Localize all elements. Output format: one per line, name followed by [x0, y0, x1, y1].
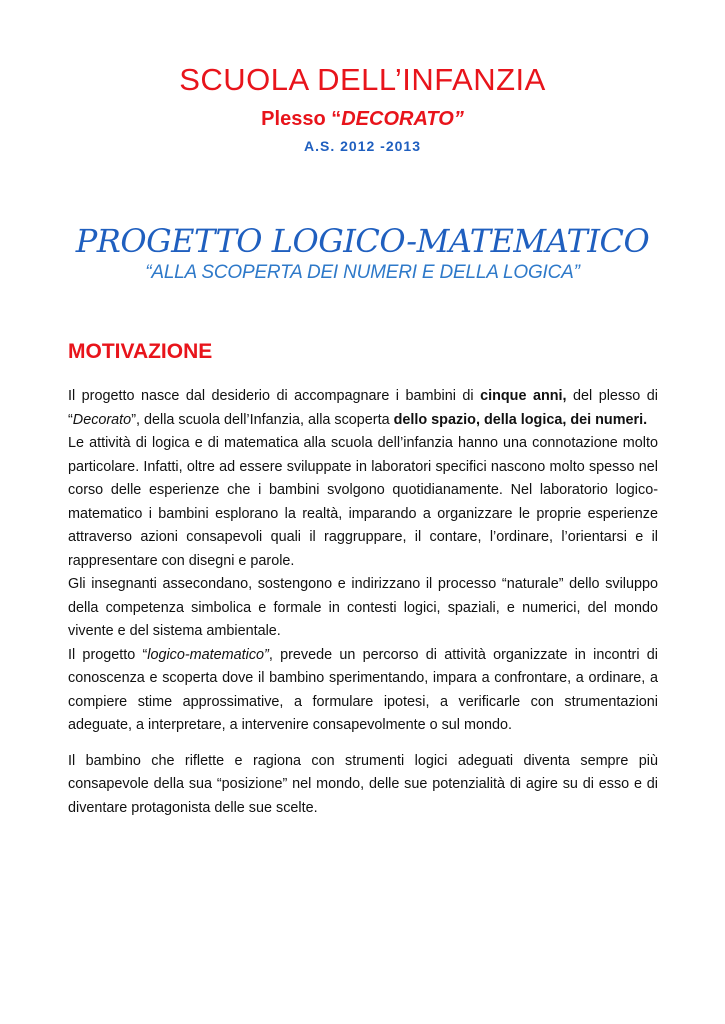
p1-text-a: Il progetto nasce dal desiderio di accompagnare i bambini di — [68, 388, 481, 404]
plesso-prefix: Plesso “ — [261, 108, 342, 130]
project-subtitle: “ALLA SCOPERTA DEI NUMERI E DELLA LOGICA” — [145, 262, 580, 283]
p1-bold-age: cinque anni, — [480, 388, 567, 404]
paragraph-4 — [68, 644, 658, 738]
plesso-name: DECORATO” — [341, 108, 464, 130]
p1-text-e: ”, della scuola dell’Infanzia, alla scoperta — [131, 411, 394, 428]
p1-text-c: del plesso di “ — [68, 388, 658, 428]
p4-text-a: Il progetto “ — [68, 646, 148, 663]
school-year: A.S. 2012 -2013 — [304, 138, 421, 154]
p1-bold-topics: dello spazio, della logica, dei numeri. — [393, 411, 648, 428]
paragraph-5: Il bambino che riflette e ragiona con strumenti logici adeguati diventa sempre più consapevole della sua “posizione” nel mondo, delle sue potenzialità di agire su di esso e di diventare protagonista delle sue scelte. — [68, 752, 658, 816]
paragraph-3: Gli insegnanti assecondano, sostengono e indirizzano il processo “naturale” dello sviluppo della competenza simbolica e formale in contesti logici, spaziali, e numerici, del mondo vivente e del sistema ambientale. — [68, 576, 658, 639]
paragraph-2: Le attività di logica e di matematica alla scuola dell’infanzia hanno una connotazione molto particolare. Infatti, oltre ad essere sviluppate in laboratori specifici nascono molto spesso nel corso delle esperienze che i bambini svolgono quotidianamente. Nel laboratorio logico-matematico i bambini esplorano la realtà, imparando a organizzare le proprie esperienze attraverso azioni consapevoli quali il raggruppare, il contare, l’ordinare, l’orientarsi e il rappresentare con disegni e parole. — [68, 435, 658, 569]
p1-italic-decorato: Decorato — [72, 411, 132, 428]
school-name: SCUOLA DELL’INFANZIA — [179, 62, 546, 97]
p4-italic-project: logico-matematico” — [147, 646, 269, 663]
p4-text-c: , prevede un percorso di attività organizzate in incontri di conoscenza e scoperta dove il bambino sperimentando, impara a confrontare, a ordinare, a compiere stime approssimative, a formulare ipotesi, a verificarle con strumentazioni adeguate, a interpretare, a intervenire consapevolmente o sul mondo. — [68, 646, 658, 733]
section-heading: MOTIVAZIONE — [68, 340, 213, 363]
project-title: PROGETTO LOGICO-MATEMATICO — [75, 222, 650, 260]
body-text — [68, 385, 658, 820]
paragraph-1 — [68, 385, 658, 432]
plesso-line — [0, 108, 725, 131]
